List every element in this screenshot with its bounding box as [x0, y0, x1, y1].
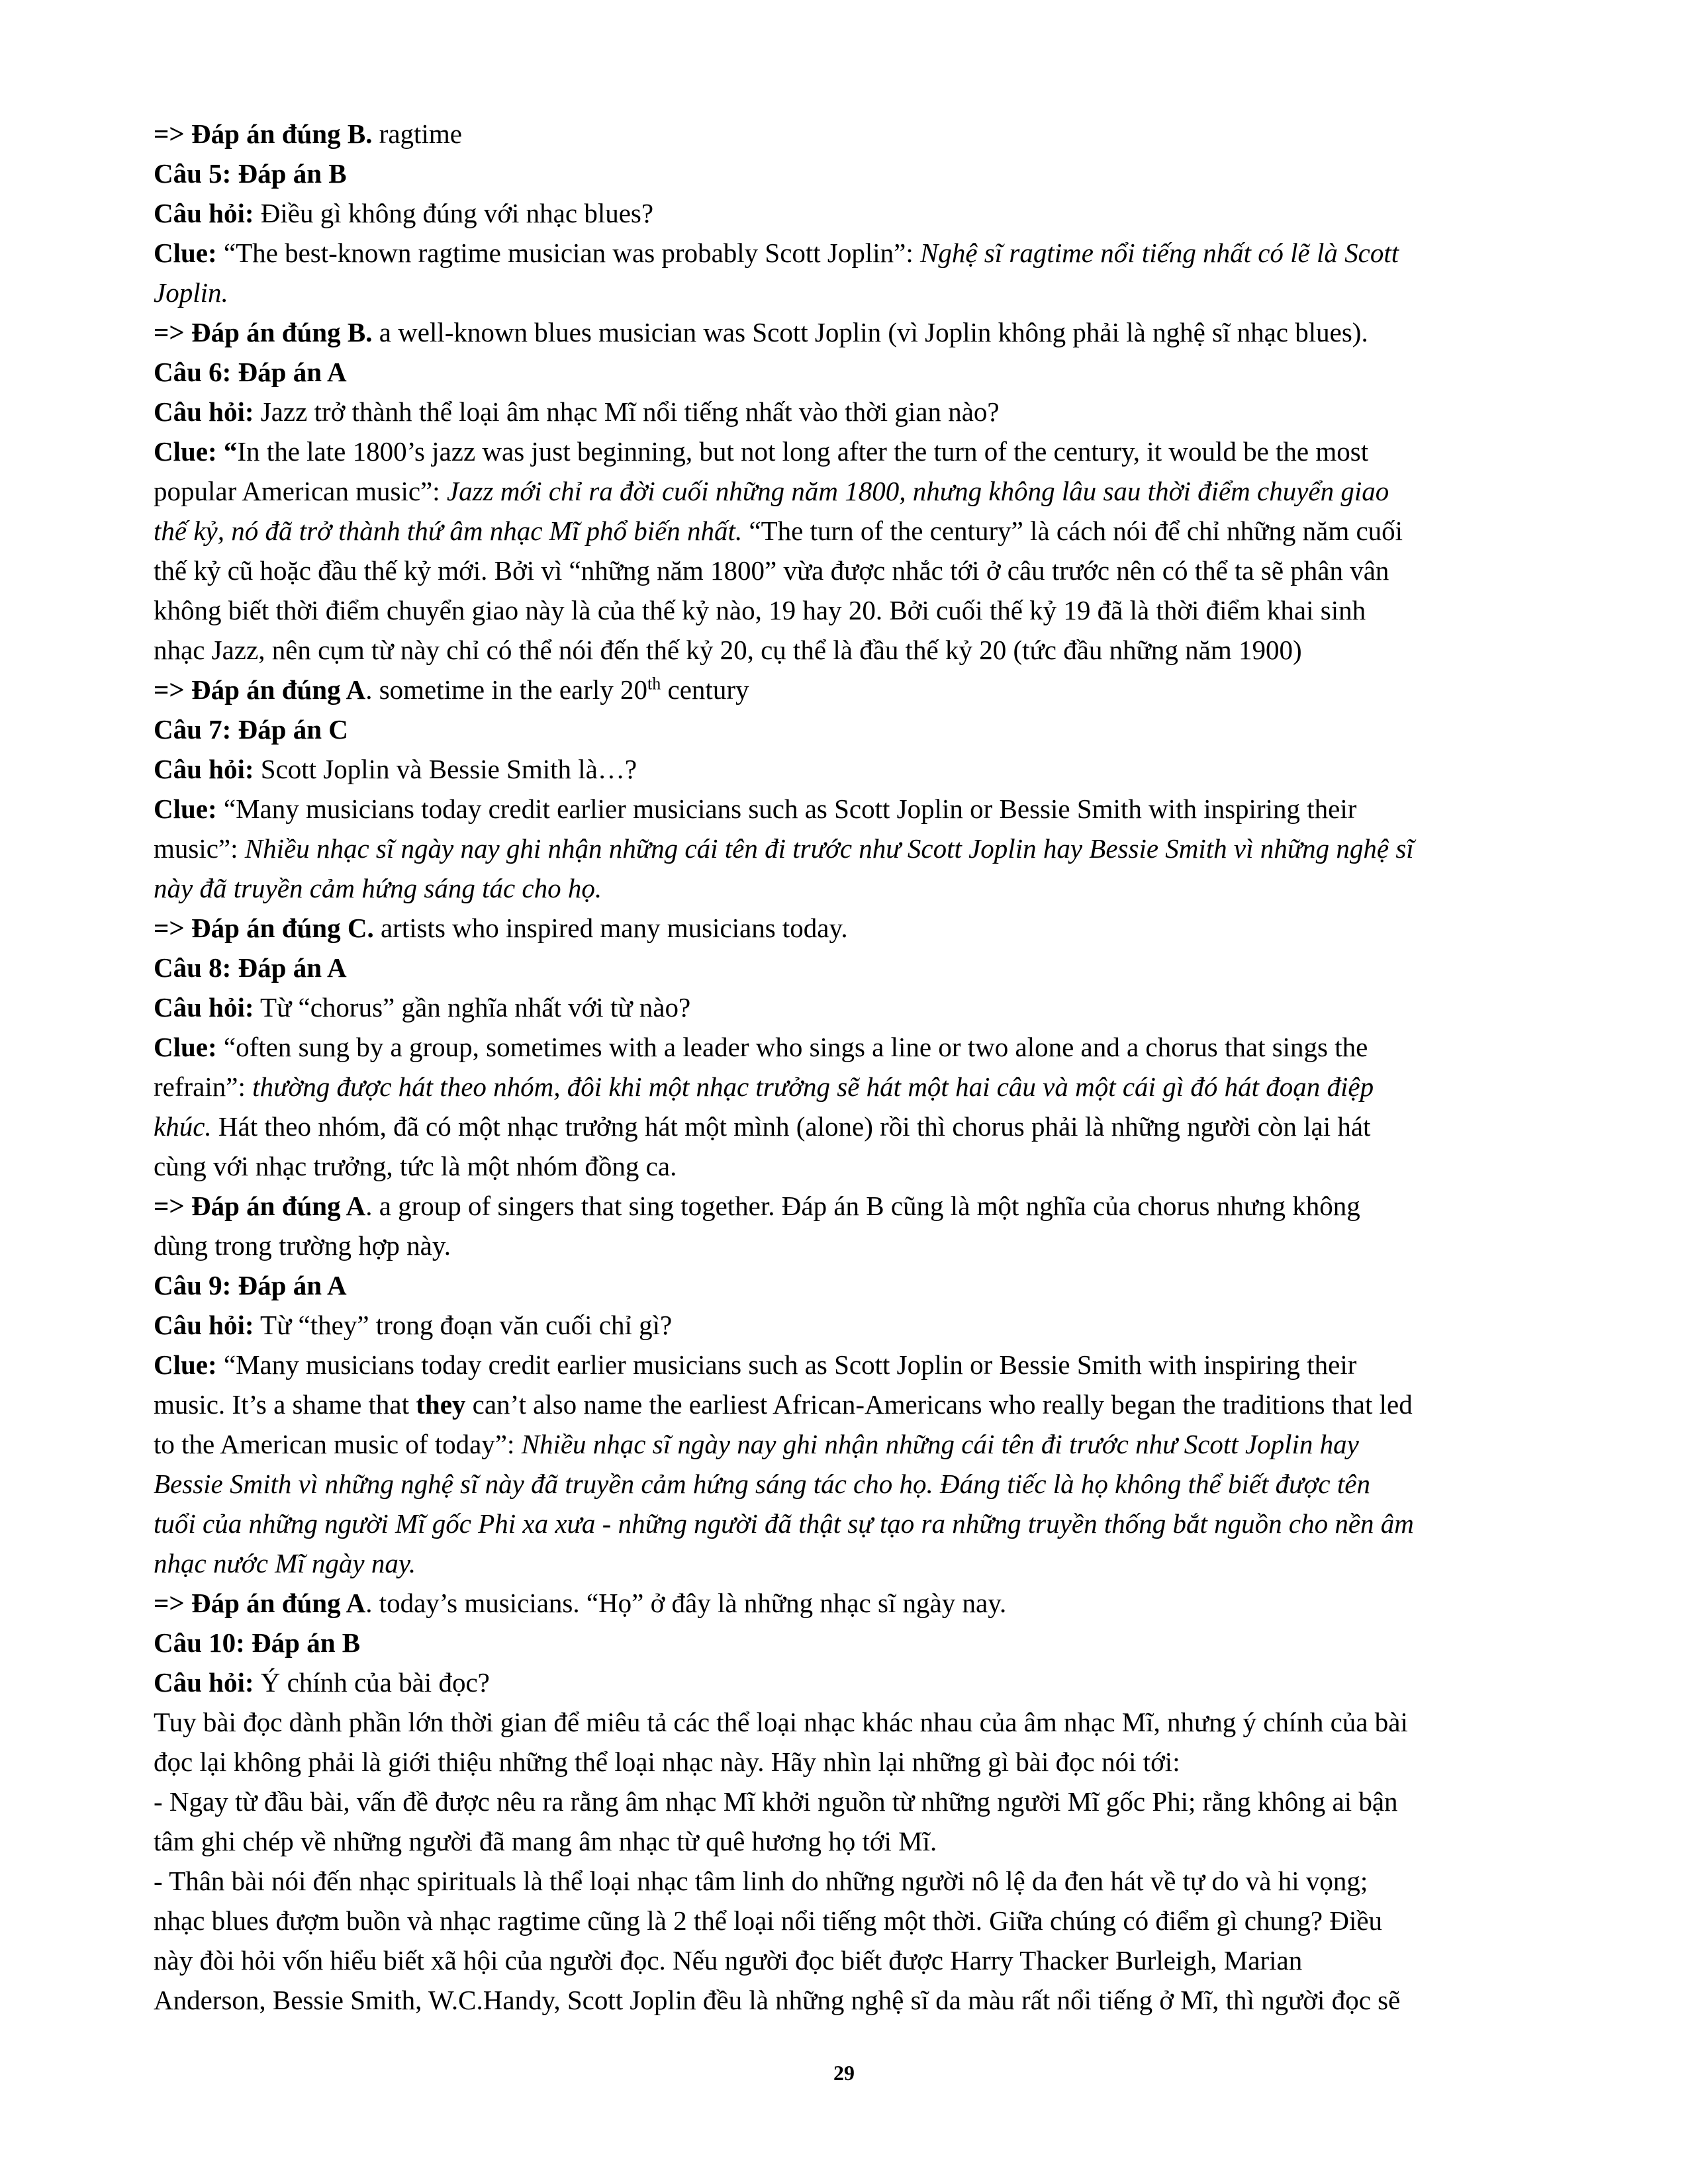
text-run: Scott Joplin và Bessie Smith là…? — [254, 754, 637, 784]
text-line — [154, 1583, 1557, 1623]
bold-text: => Đáp án đúng B. — [154, 118, 373, 149]
text-line — [154, 1504, 1557, 1543]
text-line — [154, 1345, 1557, 1385]
text-run: refrain”: — [154, 1071, 253, 1102]
text-line — [154, 1146, 1557, 1186]
text-run: Từ “chorus” gần nghĩa nhất với từ nào? — [254, 992, 691, 1023]
text-line — [154, 114, 1557, 154]
bold-text: Clue: — [154, 1349, 217, 1380]
text-line — [154, 1265, 1557, 1305]
bold-text: Câu hỏi: — [154, 396, 254, 427]
italic-text: Bessie Smith vì những nghệ sĩ này đã truyền cảm hứng sáng tác cho họ. Đáng tiếc là họ không thể biết được tên — [154, 1469, 1370, 1499]
text-run: nhạc Jazz, nên cụm từ này chỉ có thể nói đến thế kỷ 20, cụ thể là đầu thế kỷ 20 (tức đầu những năm 1900) — [154, 635, 1302, 665]
text-run: thế kỷ cũ hoặc đầu thế kỷ mới. Bởi vì “những năm 1800” vừa được nhắc tới ở câu trước nên có thể ta sẽ phân vân — [154, 555, 1389, 586]
text-line — [154, 1861, 1557, 1901]
italic-text: Jazz mới chỉ ra đời cuối những năm 1800, nhưng không lâu sau thời điểm chuyển giao — [446, 476, 1389, 506]
text-run: . today’s musicians. “Họ” ở đây là những nhạc sĩ ngày nay. — [365, 1588, 1007, 1618]
text-line — [154, 829, 1557, 868]
text-line — [154, 471, 1557, 511]
text-line — [154, 352, 1557, 392]
text-line — [154, 193, 1557, 233]
bold-text: Clue: “ — [154, 436, 238, 467]
text-run: dùng trong trường hợp này. — [154, 1230, 451, 1261]
text-line — [154, 709, 1557, 749]
text-run: Từ “they” trong đoạn văn cuối chỉ gì? — [254, 1310, 673, 1340]
bold-text: Câu 6: Đáp án A — [154, 357, 347, 387]
bold-text: Câu hỏi: — [154, 198, 254, 228]
text-run: đọc lại không phải là giới thiệu những thể loại nhạc này. Hãy nhìn lại những gì bài đọc nói tới: — [154, 1747, 1180, 1777]
text-run: music. It’s a shame that — [154, 1389, 416, 1420]
page-number: 29 — [833, 2061, 855, 2085]
italic-text: nhạc nước Mĩ ngày nay. — [154, 1548, 416, 1578]
text-line — [154, 392, 1557, 432]
text-line — [154, 1702, 1557, 1742]
italic-text: này đã truyền cảm hứng sáng tác cho họ. — [154, 873, 602, 903]
text-run: In the late 1800’s jazz was just beginning, but not long after the turn of the century, it would be the most — [237, 436, 1369, 467]
text-run: . a group of singers that sing together. Đáp án B cũng là một nghĩa của chorus nhưng không — [365, 1191, 1360, 1221]
text-line — [154, 1464, 1557, 1504]
text-line — [154, 590, 1557, 630]
text-line — [154, 1543, 1557, 1583]
bold-text: they — [416, 1389, 466, 1420]
text-run: cùng với nhạc trưởng, tức là một nhóm đồng ca. — [154, 1151, 677, 1181]
text-run: Điều gì không đúng với nhạc blues? — [254, 198, 654, 228]
text-line — [154, 630, 1557, 670]
text-run: popular American music”: — [154, 476, 447, 506]
text-line — [154, 1226, 1557, 1265]
italic-text: Nhiều nhạc sĩ ngày nay ghi nhận những cái tên đi trước như Scott Joplin hay Bessie Smith vì những nghệ sĩ — [244, 833, 1414, 864]
text-run: Hát theo nhóm, đã có một nhạc trưởng hát một mình (alone) rồi thì chorus phải là những người còn lại hát — [211, 1111, 1371, 1142]
bold-text: => Đáp án đúng A — [154, 1588, 366, 1618]
text-line — [154, 1424, 1557, 1464]
text-run: “The best-known ragtime musician was probably Scott Joplin”: — [216, 238, 921, 268]
italic-text: thường được hát theo nhóm, đôi khi một nhạc trưởng sẽ hát một hai câu và một cái gì đó hát đoạn điệp — [252, 1071, 1374, 1102]
text-line — [154, 551, 1557, 590]
text-run: không biết thời điểm chuyển giao này là của thế kỷ nào, 19 hay 20. Bởi cuối thế kỷ 19 đã là thời điểm khai sinh — [154, 595, 1366, 625]
text-line — [154, 948, 1557, 987]
text-line — [154, 1623, 1557, 1662]
bold-text: Câu 8: Đáp án A — [154, 952, 347, 983]
bold-text: Clue: — [154, 1032, 217, 1062]
text-line — [154, 233, 1557, 273]
text-line — [154, 1107, 1557, 1146]
text-line — [154, 789, 1557, 829]
text-run: “The turn of the century” là cách nói để chỉ những năm cuối — [742, 516, 1403, 546]
text-line — [154, 1662, 1557, 1702]
text-run: artists who inspired many musicians today. — [373, 913, 848, 943]
bold-text: Câu hỏi: — [154, 754, 254, 784]
text-run: “Many musicians today credit earlier musicians such as Scott Joplin or Bessie Smith with inspiring their — [216, 794, 1357, 824]
text-run: “Many musicians today credit earlier musicians such as Scott Joplin or Bessie Smith with inspiring their — [216, 1349, 1357, 1380]
text-run: ragtime — [372, 118, 462, 149]
text-line — [154, 1027, 1557, 1067]
text-run: Anderson, Bessie Smith, W.C.Handy, Scott Joplin đều là những nghệ sĩ da màu rất nổi tiếng ở Mĩ, thì người đọc sẽ — [154, 1985, 1401, 2015]
text-line — [154, 1821, 1557, 1861]
text-run: “often sung by a group, sometimes with a leader who sings a line or two alone and a chorus that sings the — [216, 1032, 1368, 1062]
text-run: Tuy bài đọc dành phần lớn thời gian để miêu tả các thể loại nhạc khác nhau của âm nhạc Mĩ, nhưng ý chính của bài — [154, 1707, 1408, 1737]
document-body — [154, 114, 1557, 2020]
text-line — [154, 432, 1557, 471]
text-run: Ý chính của bài đọc? — [254, 1667, 490, 1698]
bold-text: Câu hỏi: — [154, 992, 254, 1023]
text-run: music”: — [154, 833, 245, 864]
text-run: này đòi hỏi vốn hiểu biết xã hội của người đọc. Nếu người đọc biết được Harry Thacker Burleigh, Marian — [154, 1945, 1303, 1976]
text-line — [154, 511, 1557, 551]
text-line — [154, 1186, 1557, 1226]
bold-text: Clue: — [154, 794, 217, 824]
bold-text: => Đáp án đúng A — [154, 674, 366, 705]
text-run: nhạc blues đượm buồn và nhạc ragtime cũng là 2 thể loại nổi tiếng một thời. Giữa chúng có điểm gì chung? Điều — [154, 1905, 1383, 1936]
text-line — [154, 1980, 1557, 2020]
text-run: a well-known blues musician was Scott Joplin (vì Joplin không phải là nghệ sĩ nhạc blues). — [372, 317, 1368, 347]
bold-text: Clue: — [154, 238, 217, 268]
text-run: Jazz trở thành thể loại âm nhạc Mĩ nổi tiếng nhất vào thời gian nào? — [254, 396, 1000, 427]
text-run: . sometime in the early 20 — [365, 674, 648, 705]
text-line — [154, 868, 1557, 908]
text-line — [154, 273, 1557, 312]
text-run: to the American music of today”: — [154, 1429, 522, 1459]
text-run: - Ngay từ đầu bài, vấn đề được nêu ra rằng âm nhạc Mĩ khởi nguồn từ những người Mĩ gốc Phi; rằng không ai bận — [154, 1786, 1398, 1817]
text-line — [154, 1901, 1557, 1940]
text-line — [154, 1940, 1557, 1980]
text-line — [154, 1782, 1557, 1821]
text-line — [154, 1305, 1557, 1345]
text-line — [154, 749, 1557, 789]
bold-text: Câu 10: Đáp án B — [154, 1627, 361, 1658]
italic-text: Nghệ sĩ ragtime nổi tiếng nhất có lẽ là Scott — [920, 238, 1399, 268]
text-run: tâm ghi chép về những người đã mang âm nhạc từ quê hương họ tới Mĩ. — [154, 1826, 937, 1856]
italic-text: Joplin. — [154, 277, 228, 308]
italic-text: tuổi của những người Mĩ gốc Phi xa xưa - những người đã thật sự tạo ra những truyền thống bắt nguồn cho nền âm — [154, 1508, 1414, 1539]
italic-text: khúc. — [154, 1111, 212, 1142]
italic-text: Nhiều nhạc sĩ ngày nay ghi nhận những cái tên đi trước như Scott Joplin hay — [521, 1429, 1359, 1459]
text-run: - Thân bài nói đến nhạc spirituals là thể loại nhạc tâm linh do những người nô lệ da đen hát về tự do và hi vọng; — [154, 1866, 1368, 1896]
bold-text: => Đáp án đúng C. — [154, 913, 374, 943]
bold-text: Câu 5: Đáp án B — [154, 158, 347, 189]
text-line — [154, 312, 1557, 352]
text-line — [154, 987, 1557, 1027]
text-run: century — [661, 674, 749, 705]
bold-text: Câu hỏi: — [154, 1667, 254, 1698]
text-line — [154, 1742, 1557, 1782]
text-line — [154, 154, 1557, 193]
bold-text: Câu 9: Đáp án A — [154, 1270, 347, 1300]
superscript-text: th — [647, 674, 661, 694]
bold-text: => Đáp án đúng B. — [154, 317, 373, 347]
bold-text: Câu 7: Đáp án C — [154, 714, 348, 745]
text-run: can’t also name the earliest African-Americans who really began the traditions that led — [465, 1389, 1413, 1420]
bold-text: Câu hỏi: — [154, 1310, 254, 1340]
text-line — [154, 670, 1557, 709]
text-line — [154, 908, 1557, 948]
italic-text: thế kỷ, nó đã trở thành thứ âm nhạc Mĩ phổ biến nhất. — [154, 516, 743, 546]
bold-text: => Đáp án đúng A — [154, 1191, 366, 1221]
text-line — [154, 1067, 1557, 1107]
text-line — [154, 1385, 1557, 1424]
